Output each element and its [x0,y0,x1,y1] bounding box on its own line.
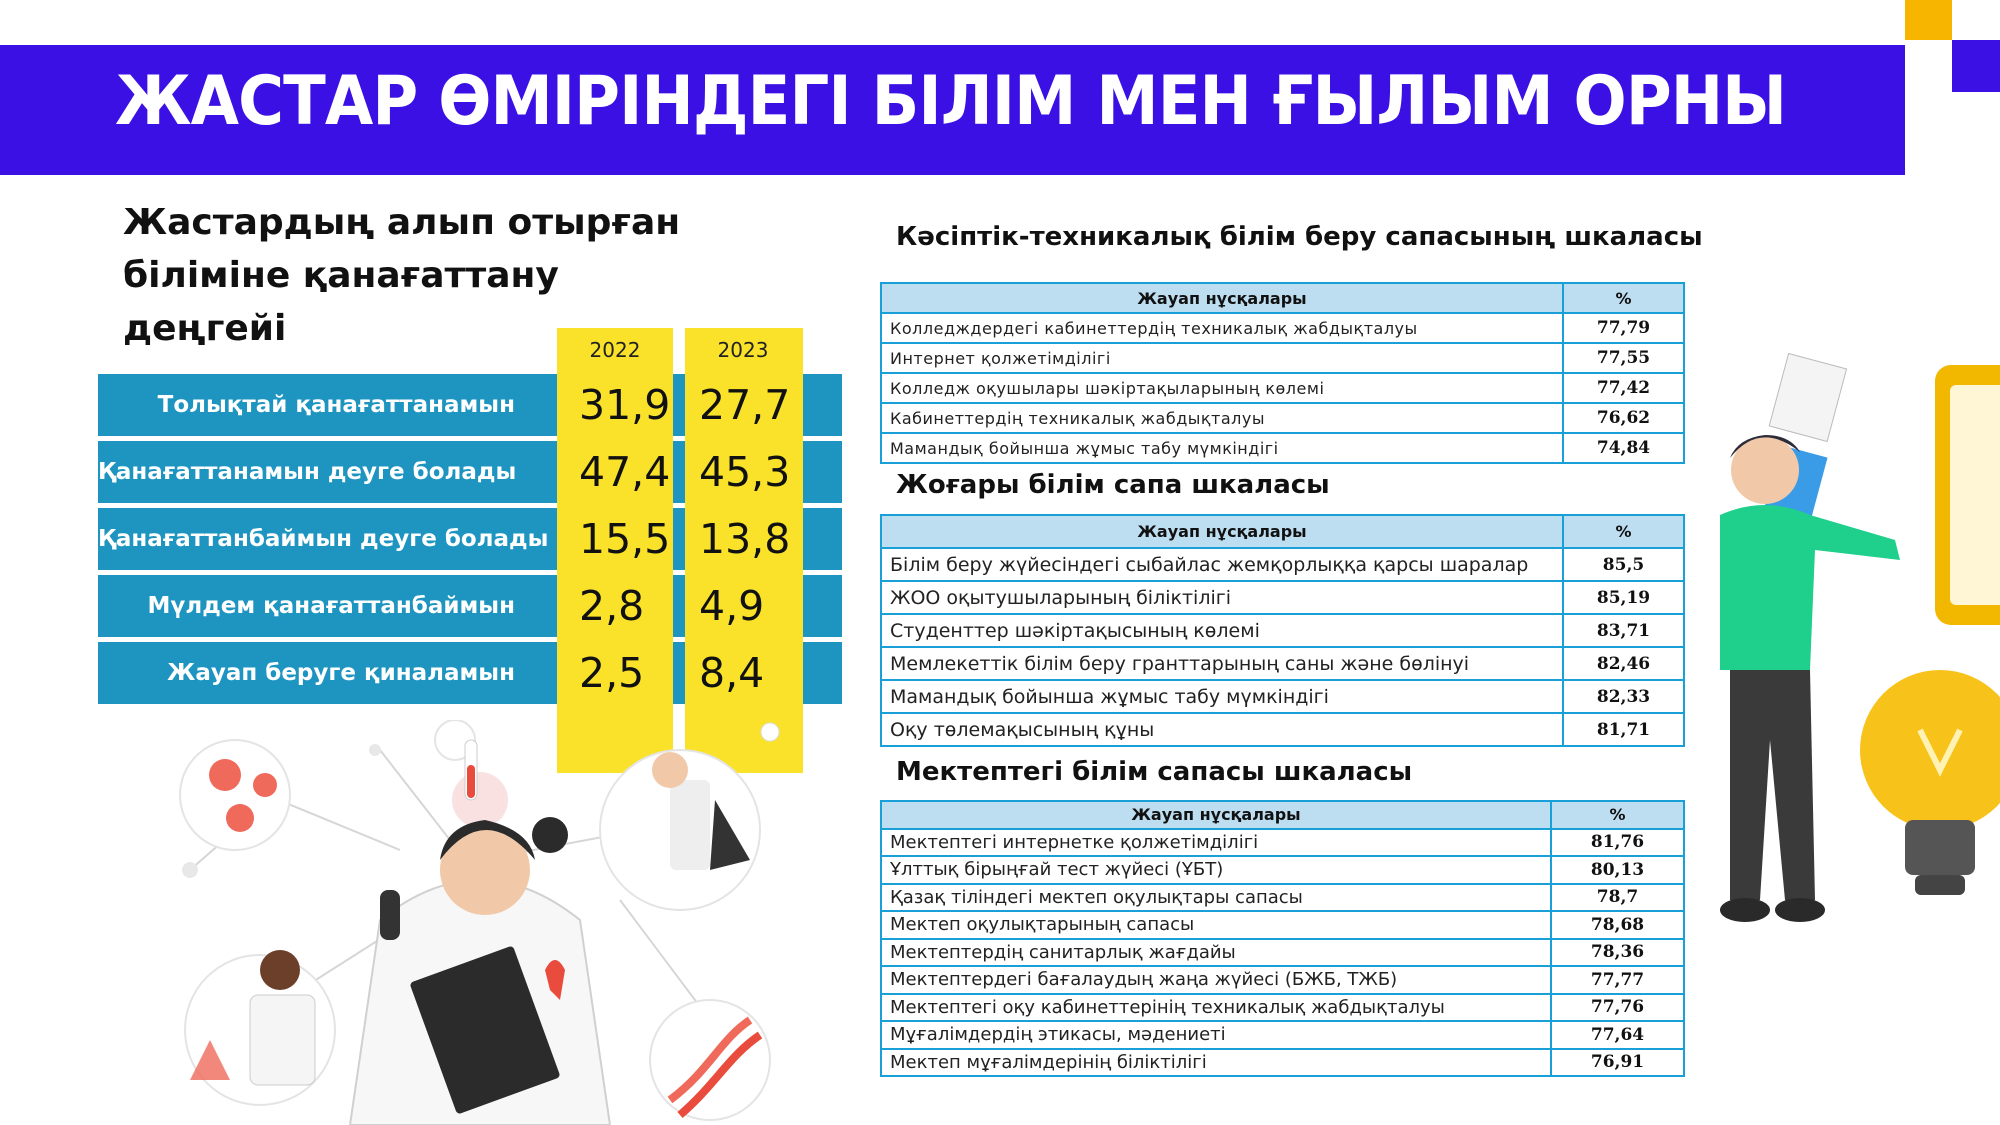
school-table [880,800,1685,1077]
man-sweater [1720,505,1900,670]
value-cell: 77,79 [1563,313,1684,343]
year-label-2023: 2023 [717,338,769,362]
option-cell: Ұлттық бірыңғай тест жүйесі (ҰБТ) [881,856,1551,884]
table-row [881,713,1684,746]
value-cell: 82,46 [1563,647,1684,680]
table-row [881,829,1684,857]
corner-accent-blue [1952,40,2000,92]
table-row [881,966,1684,994]
option-cell: Интернет қолжетімділігі [881,343,1563,373]
value-2022: 47,4 [557,441,673,503]
value-cell: 76,91 [1551,1049,1684,1077]
option-cell: Мемлекеттік білім беру гранттарының саны және бөлінуі [881,647,1563,680]
table-row [881,680,1684,713]
satisfaction-label: Толықтай қанағаттанамын [157,392,515,418]
option-cell: Колледж оқушылары шәкіртақыларының көлемі [881,373,1563,403]
value-2023: 45,3 [685,441,803,503]
value-cell: 83,71 [1563,614,1684,647]
table-row [881,373,1684,403]
table-row [881,343,1684,373]
satisfaction-label: Қанағаттанбаймын деуге болады [98,526,549,552]
satisfaction-label: Мүлдем қанағаттанбаймын [147,593,515,619]
value-2022: 2,5 [557,642,673,704]
table-row [881,939,1684,967]
satisfaction-row [98,441,842,503]
vocational-title: Кәсіптік-техникалық білім беру сапасының шкаласы [896,222,1703,252]
value-cell: 85,19 [1563,581,1684,614]
value-2023: 27,7 [685,374,803,436]
satisfaction-row [98,374,842,436]
value-cell: 74,84 [1563,433,1684,463]
document-icon [1769,353,1846,441]
value-cell: 81,76 [1551,829,1684,857]
value-cell: 77,42 [1563,373,1684,403]
satisfaction-row [98,575,842,637]
col-percent-header: % [1563,283,1684,313]
value-2023: 4,9 [685,575,803,637]
value-cell: 82,33 [1563,680,1684,713]
page-title: ЖАСТАР ӨМІРІНДЕГІ БІЛІМ МЕН ҒЫЛЫМ ОРНЫ [115,62,1787,141]
table-row [881,856,1684,884]
table-row [881,313,1684,343]
value-cell: 78,7 [1551,884,1684,912]
value-cell: 80,13 [1551,856,1684,884]
option-cell: Қазақ тіліндегі мектеп оқулықтары сапасы [881,884,1551,912]
option-cell: Мектептегі оқу кабинеттерінің техникалық жабдықталуы [881,994,1551,1022]
satisfaction-row [98,508,842,570]
value-2022: 2,8 [557,575,673,637]
option-cell: Колледждердегі кабинеттердің техникалық жабдықталуы [881,313,1563,343]
table-row [881,614,1684,647]
value-cell: 77,76 [1551,994,1684,1022]
table-row [881,581,1684,614]
option-cell: Кабинеттердің техникалық жабдықталуы [881,403,1563,433]
higher-education-title: Жоғары білім сапа шкаласы [896,470,1330,500]
value-2023: 8,4 [685,642,803,704]
value-cell: 85,5 [1563,548,1684,581]
option-cell: Оқу төлемақысының құны [881,713,1563,746]
value-cell: 77,64 [1551,1021,1684,1049]
table-row [881,403,1684,433]
table-row [881,548,1684,581]
vocational-table [880,282,1685,464]
option-cell: Мамандық бойынша жұмыс табу мүмкіндігі [881,680,1563,713]
table-row [881,1049,1684,1077]
value-cell: 77,77 [1551,966,1684,994]
value-2023: 13,8 [685,508,803,570]
corner-accent-yellow [1905,0,1952,40]
value-cell: 76,62 [1563,403,1684,433]
table-header-row [881,283,1684,313]
table-header-row [881,801,1684,829]
col-option-header: Жауап нұсқалары [881,283,1563,313]
value-cell: 81,71 [1563,713,1684,746]
option-cell: Мектептердің санитарлық жағдайы [881,939,1551,967]
option-cell: Мектеп мұғалімдерінің біліктілігі [881,1049,1551,1077]
col-option-header: Жауап нұсқалары [881,515,1563,548]
col-percent-header: % [1563,515,1684,548]
satisfaction-label: Қанағаттанамын деуге болады [98,459,517,485]
option-cell: ЖОО оқытушыларының біліктілігі [881,581,1563,614]
value-cell: 78,36 [1551,939,1684,967]
value-cell: 77,55 [1563,343,1684,373]
table-header-row [881,515,1684,548]
table-row [881,911,1684,939]
satisfaction-heading: Жастардың алып отырған біліміне қанағаттану деңгейі [123,202,681,349]
scientists-illustration [150,720,810,1125]
option-cell: Мектептердегі бағалаудың жаңа жүйесі (БЖБ, ТЖБ) [881,966,1551,994]
value-2022: 31,9 [557,374,673,436]
option-cell: Студенттер шәкіртақысының көлемі [881,614,1563,647]
value-cell: 78,68 [1551,911,1684,939]
table-row [881,884,1684,912]
value-2022: 15,5 [557,508,673,570]
man-with-tablet-illustration [1690,340,2000,960]
table-row [881,1021,1684,1049]
table-row [881,433,1684,463]
school-title: Мектептегі білім сапасы шкаласы [896,757,1413,787]
col-option-header: Жауап нұсқалары [881,801,1551,829]
option-cell: Мектептегі интернетке қолжетімділігі [881,829,1551,857]
table-row [881,994,1684,1022]
blood-cells-circle [180,740,290,850]
higher-education-table [880,514,1685,747]
option-cell: Мамандық бойынша жұмыс табу мүмкіндігі [881,433,1563,463]
col-percent-header: % [1551,801,1684,829]
satisfaction-row [98,642,842,704]
table-row [881,647,1684,680]
year-label-2022: 2022 [589,338,641,362]
option-cell: Білім беру жүйесіндегі сыбайлас жемқорлыққа қарсы шаралар [881,548,1563,581]
satisfaction-label: Жауап беруге қиналамын [167,660,515,686]
option-cell: Мұғалімдердің этикасы, мәдениеті [881,1021,1551,1049]
option-cell: Мектеп оқулықтарының сапасы [881,911,1551,939]
